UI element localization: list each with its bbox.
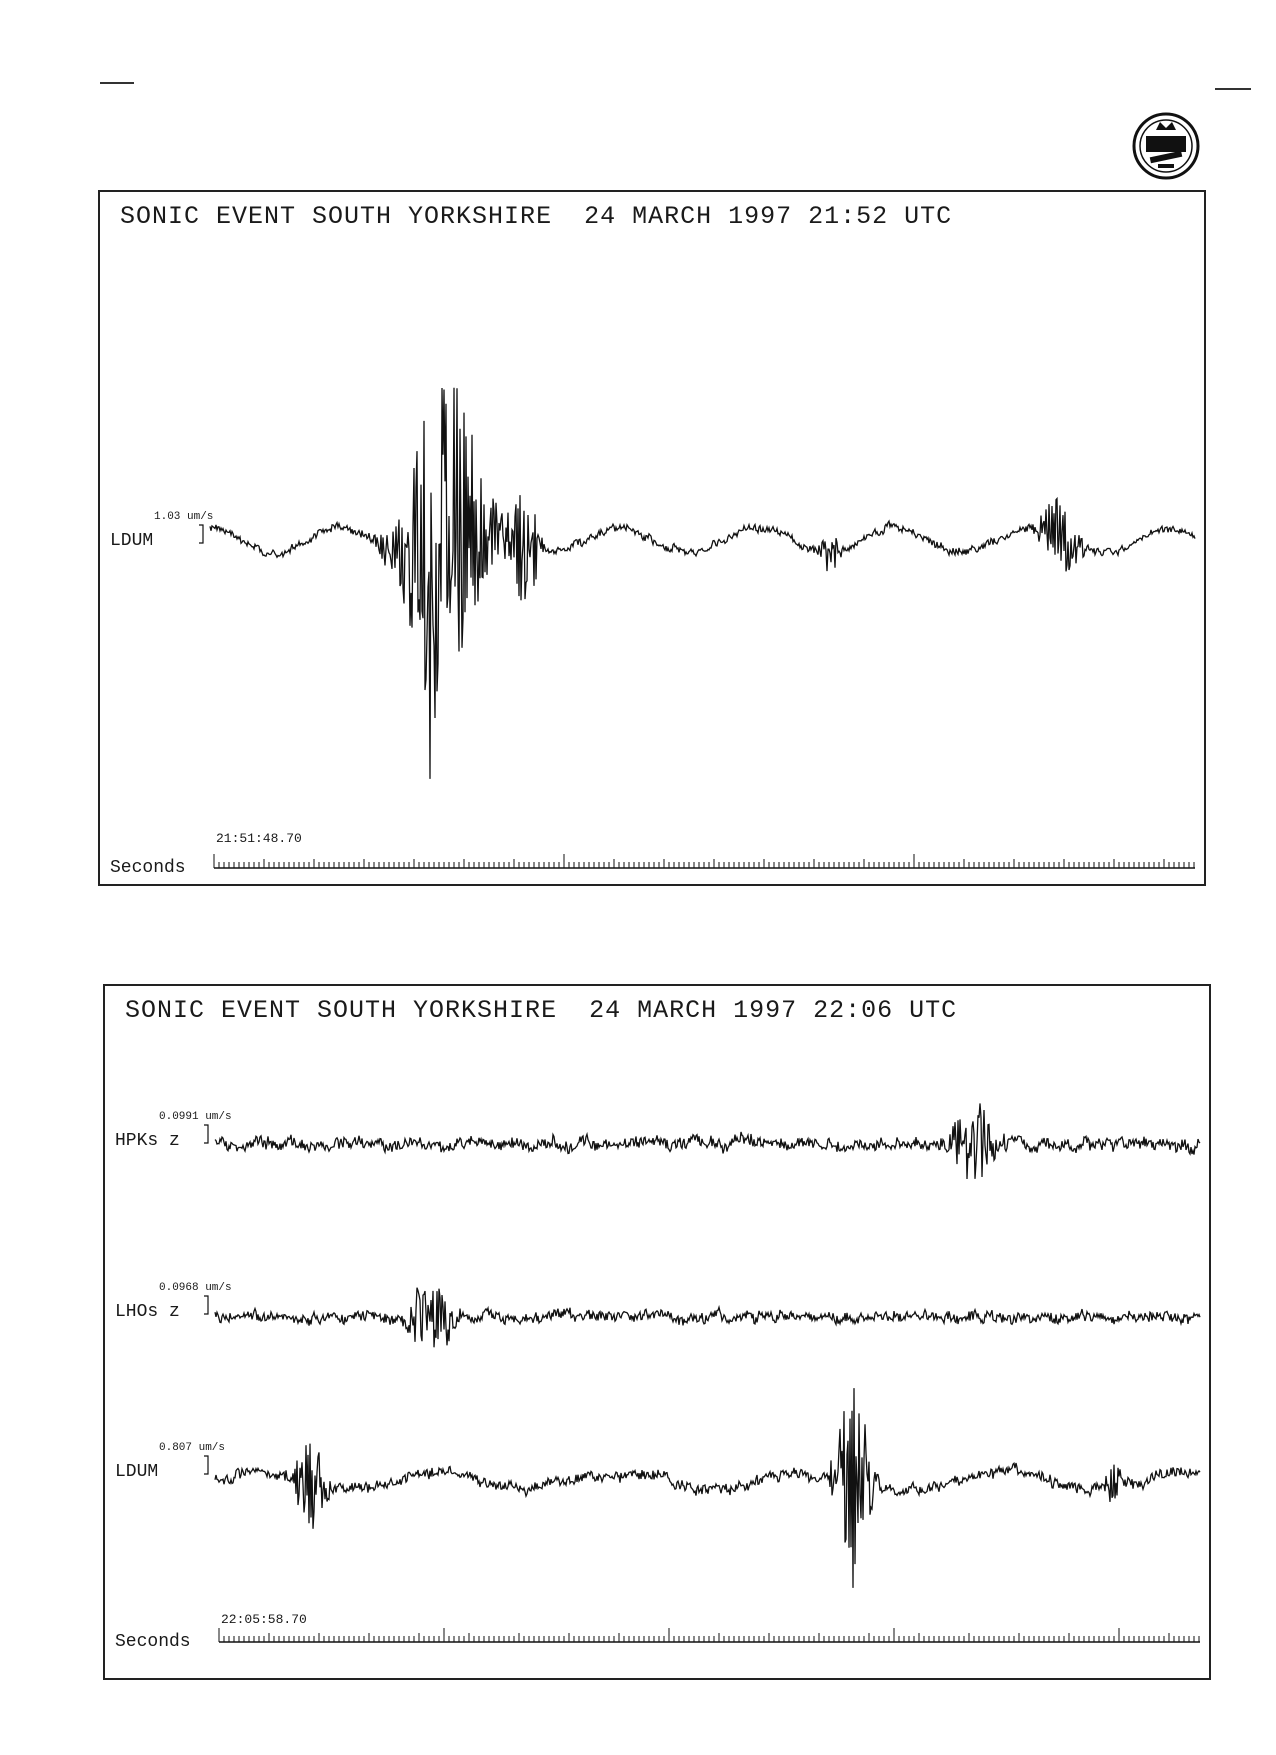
seismic-trace-ldum [215, 1388, 1200, 1588]
scale-label: 0.0968 um/s [159, 1282, 232, 1294]
chart-title: SONIC EVENT SOUTH YORKSHIRE 24 MARCH 1997 21:52 UTC [120, 202, 953, 231]
seismic-trace-hpks [215, 1103, 1200, 1179]
channel-label: LHOs z [115, 1302, 180, 1322]
channel-label: LDUM [110, 531, 154, 551]
scale-bracket [204, 1125, 208, 1143]
seismogram-panel-2 [103, 984, 1211, 1680]
seismogram-plot-2 [105, 986, 1213, 1682]
scale-bracket [204, 1456, 208, 1474]
scale-bracket [204, 1296, 208, 1314]
scale-bracket [199, 525, 203, 543]
channel-label: HPKs z [115, 1131, 180, 1151]
bgs-logo [1132, 112, 1200, 180]
chart-title: SONIC EVENT SOUTH YORKSHIRE 24 MARCH 1997 22:06 UTC [125, 996, 958, 1025]
scale-label: 0.0991 um/s [159, 1111, 232, 1123]
x-axis-label: Seconds [115, 1632, 191, 1652]
scale-label: 1.03 um/s [154, 511, 214, 523]
channel-label: LDUM [115, 1462, 159, 1482]
scan-mark [1215, 88, 1251, 90]
seismic-trace-lhos [215, 1288, 1200, 1348]
start-time-label: 22:05:58.70 [221, 1612, 307, 1627]
seismic-trace-ldum [210, 388, 1195, 779]
x-axis-label: Seconds [110, 858, 186, 878]
seismogram-panel-1 [98, 190, 1206, 886]
seismogram-plot-1 [100, 192, 1208, 888]
scale-label: 0.807 um/s [159, 1442, 226, 1454]
scan-mark [100, 82, 134, 84]
start-time-label: 21:51:48.70 [216, 831, 302, 846]
